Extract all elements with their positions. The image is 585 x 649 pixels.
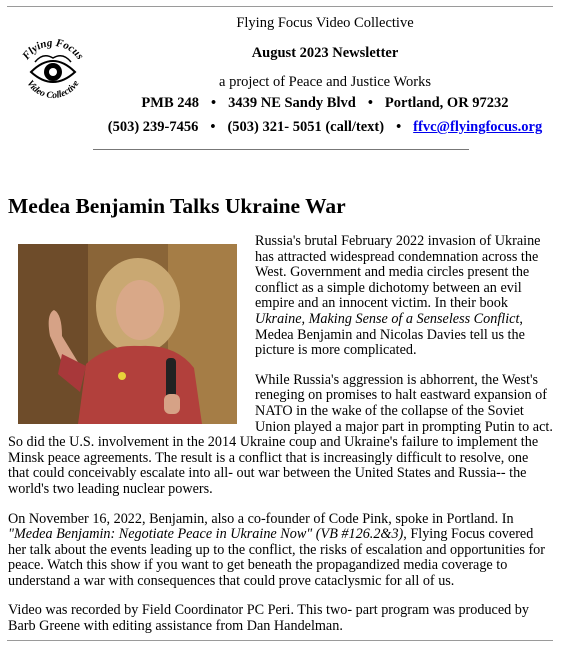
newsletter-title: August 2023 Newsletter [251, 45, 399, 61]
city-state-zip: Portland, OR 97232 [384, 95, 509, 111]
bottom-divider [7, 640, 553, 641]
address-line [95, 94, 555, 112]
header-divider [93, 149, 469, 150]
eye-with-wings-logo-icon [31, 56, 75, 82]
paragraph-1: Russia's brutal February 2022 invasion of Ukraine has attracted widespread condemnation across the West. Government and media circles present the conflict as a simple dichotomy between an evil empire and an innocent victim. In their book Ukraine, Making Sense of a Senseless Conflict, Medea Benjamin and Nicolas Davies tell us the picture is more complicated. [255, 233, 541, 359]
street-address: 3439 NE Sandy Blvd [228, 95, 356, 111]
email-link[interactable]: ffvc@flyingfocus.org [413, 119, 543, 135]
phone-primary: (503) 239-7456 [107, 119, 199, 135]
svg-text:Flying Focus [20, 37, 86, 63]
speaker-photo [18, 244, 237, 424]
paragraph-4: Video was recorded by Field Coordinator PC Peri. This two- part program was produced by Barb Greene with editing assistance from Dan Handelman. [8, 602, 529, 635]
paragraph-2: While Russia's aggression is abhorrent, the West's reneging on promises to halt eastward expansion of NATO in the wake of the collapse of the Soviet Union played a major part in prompting Putin to act. So did the U.S. involvement in the 2014 Ukraine coup and Ukraine's failure to implement the Minsk peace agreements. The result is a conflict that is increasingly difficult to resolve, one that could conceivably escalate into all- out war between the United States and Russia-- the world's two leading nuclear powers. [8, 371, 553, 497]
article-title: Medea Benjamin Talks Ukraine War [8, 194, 346, 218]
article-body [8, 234, 553, 649]
logo-text-bottom: Video Collective [24, 78, 82, 102]
paragraph-3: On November 16, 2022, Benjamin, also a co-founder of Code Pink, spoke in Portland. In "Medea Benjamin: Negotiate Peace in Ukraine Now" (VB #126.2&3), Flying Focus covered her talk about the events leading up to the conflict, the risks of escalation and opportunities for peace. Watch this show if you want to get beneath the propagandized media coverage to understand a war with consequences that could prove cataclysmic for all of us. [8, 510, 546, 589]
top-divider [7, 6, 553, 7]
logo-text-top: Flying Focus [20, 36, 86, 62]
bullet-separator: • [396, 119, 402, 135]
phone-secondary: (503) 321- 5051 (call/text) [227, 119, 385, 135]
org-name: Flying Focus Video Collective [236, 15, 414, 31]
bullet-separator: • [367, 95, 373, 111]
project-line: a project of Peace and Justice Works [219, 74, 431, 90]
pmb: PMB 248 [141, 95, 200, 111]
contact-line [95, 118, 555, 136]
speaker-photo-icon [18, 244, 237, 424]
show-title: "Medea Benjamin: Negotiate Peace in Ukraine Now" (VB #126.2&3) [8, 526, 404, 543]
bullet-separator: • [210, 119, 216, 135]
bullet-separator: • [211, 95, 217, 111]
book-title: Ukraine, Making Sense of a Senseless Conflict [255, 310, 520, 327]
flying-focus-logo [13, 32, 93, 112]
